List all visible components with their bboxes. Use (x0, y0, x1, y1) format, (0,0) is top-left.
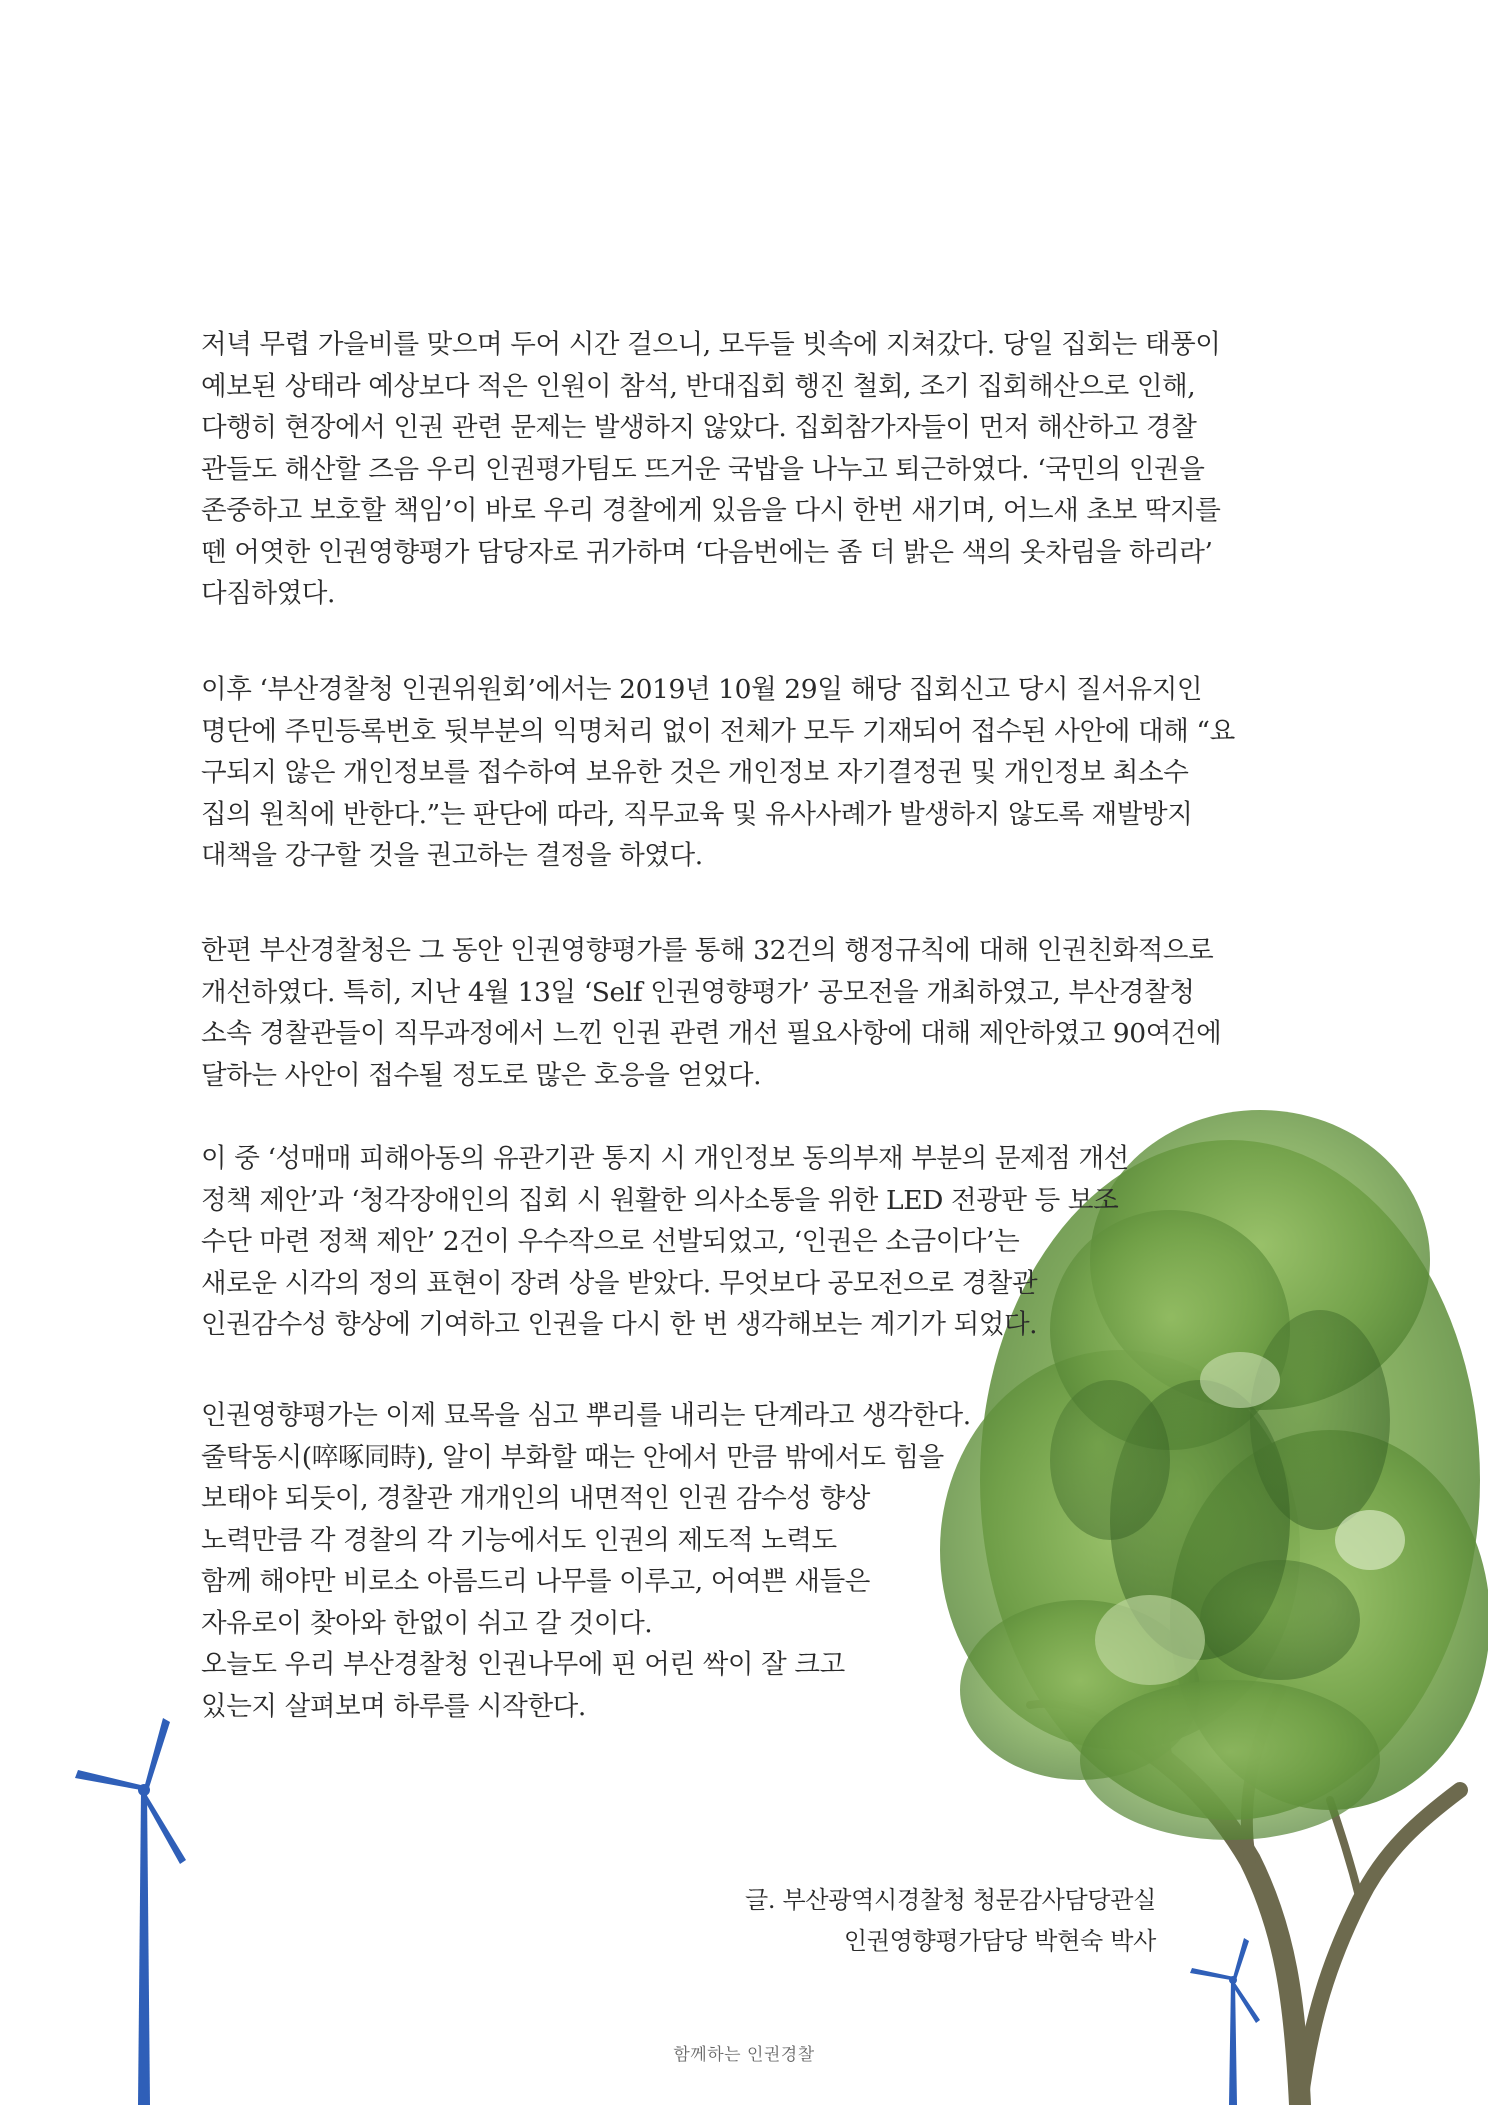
paragraph-1: 저녁 무렵 가을비를 맞으며 두어 시간 걸으니, 모두들 빗속에 지쳐갔다. 당일 집회는 태풍이 예보된 상태라 예상보다 적은 인원이 참석, 반대집회 행진 철회, 조기 집회해산으로 인해, 다행히 현장에서 인권 관련 문제는 발생하지 않았다. 집회참가자들이 먼저 해산하고 경찰 관들도 해산할 즈음 우리 인권평가팀도 뜨거운 국밥을 나누고 퇴근하였다. ‘국민의 인권을 존중하고 보호할 책임’이 바로 우리 경찰에게 있음을 다시 한번 새기며, 어느새 초보 딱지를 뗀 어엿한 인권영향평가 담당자로 귀가하며 ‘다음번에는 좀 더 밝은 색의 옷차림을 하리라’ 다짐하였다. (201, 329, 1221, 609)
page-footer: 함께하는 인권경찰 (673, 2045, 815, 2065)
paragraph-5: 인권영향평가는 이제 묘목을 심고 뿌리를 내리는 단계라고 생각한다. 줄탁동시(啐啄同時), 알이 부화할 때는 안에서 만큼 밖에서도 힘을 보태야 되듯이, 경찰관 개개인의 내면적인 인권 감수성 향상 노력만큼 각 경찰의 각 기능에서도 인권의 제도적 노력도 함께 해야만 비로소 아름드리 나무를 이루고, 어여쁜 새들은 자유로이 찾아와 한없이 쉬고 갈 것이다. 오늘도 우리 부산경찰청 인권나무에 핀 어린 싹이 잘 크고 있는지 살펴보며 하루를 시작한다. (201, 1400, 971, 1722)
author-signature (745, 1880, 1156, 1962)
paragraph-2: 이후 ‘부산경찰청 인권위원회’에서는 2019년 10월 29일 해당 집회신고 당시 질서유지인 명단에 주민등록번호 뒷부분의 익명처리 없이 전체가 모두 기재되어 접수된 사안에 대해 “요 구되지 않은 개인정보를 접수하여 보유한 것은 개인정보 자기결정권 및 개인정보 최소수 집의 원칙에 반한다.”는 판단에 따라, 직무교육 및 유사사례가 발생하지 않도록 재발방지 대책을 강구할 것을 권고하는 결정을 하였다. (201, 674, 1235, 871)
paragraph-4: 이 중 ‘성매매 피해아동의 유관기관 통지 시 개인정보 동의부재 부분의 문제점 개선 정책 제안’과 ‘청각장애인의 집회 시 원활한 의사소통을 위한 LED 전광판 등 보조 수단 마련 정책 제안’ 2건이 우수작으로 선발되었고, ‘인권은 소금이다’는 새로운 시각의 정의 표현이 장려 상을 받았다. 무엇보다 공모전으로 경찰관 인권감수성 향상에 기여하고 인권을 다시 한 번 생각해보는 계기가 되었다. (201, 1143, 1129, 1340)
author-department: 글. 부산광역시경찰청 청문감사담당관실 (744, 1886, 1156, 1914)
author-name: 인권영향평가담당 박현숙 박사 (843, 1927, 1156, 1955)
paragraph-3: 한편 부산경찰청은 그 동안 인권영향평가를 통해 32건의 행정규칙에 대해 인권친화적으로 개선하였다. 특히, 지난 4월 13일 ‘Self 인권영향평가’ 공모전을 개최하였고, 부산경찰청 소속 경찰관들이 직무과정에서 느낀 인권 관련 개선 필요사항에 대해 제안하였고 90여건에 달하는 사안이 접수될 정도로 많은 호응을 얻었다. (201, 935, 1222, 1091)
